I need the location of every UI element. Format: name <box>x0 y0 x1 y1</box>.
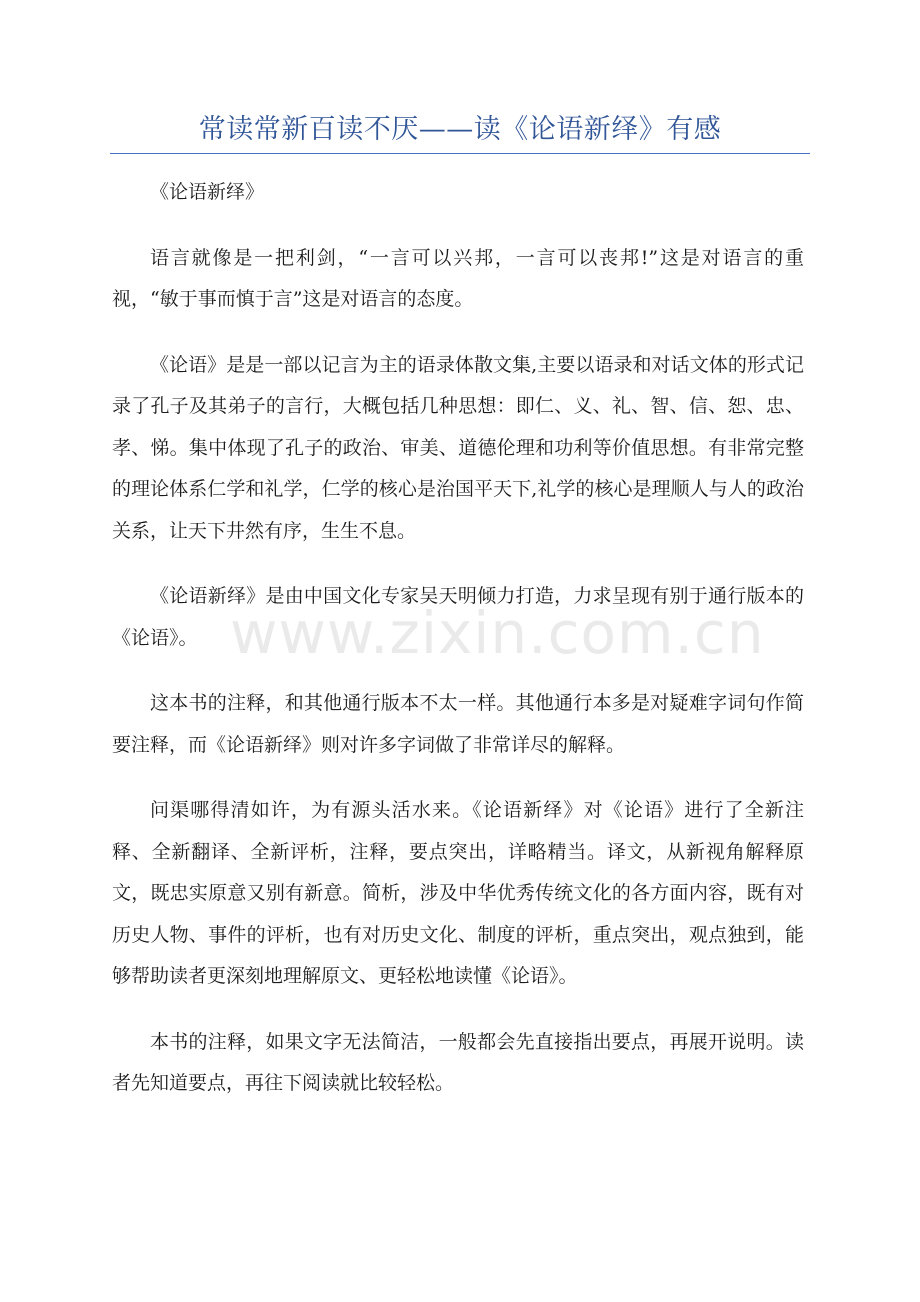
paragraph: 这本书的注释，和其他通行版本不太一样。其他通行本多是对疑难字词句作简要注释，而《论语新绎》则对许多字词做了非常详尽的解释。 <box>112 692 804 756</box>
paragraph: 《论语新绎》是由中国文化专家吴天明倾力打造，力求呈现有别于通行版本的《论语》。 <box>112 585 804 649</box>
document-body <box>112 172 804 1129</box>
document-title: 常读常新百读不厌——读《论语新绎》有感 <box>198 114 722 145</box>
watermark: www.zixin.com.cn <box>230 599 765 667</box>
paragraph: 本书的注释，如果文字无法简洁，一般都会先直接指出要点，再展开说明。读者先知道要点，再往下阅读就比较轻松。 <box>112 1030 804 1094</box>
title-underline <box>110 153 810 154</box>
paragraph: 语言就像是一把利剑，“一言可以兴邦，一言可以丧邦!”这是对语言的重视，“敏于事而慎于言”这是对语言的态度。 <box>112 246 804 310</box>
paragraph: 《论语》是是一部以记言为主的语录体散文集,主要以语录和对话文体的形式记录了孔子及其弟子的言行，大概包括几种思想：即仁、义、礼、智、信、恕、忠、孝、悌。集中体现了孔子的政治、审美、道德伦理和功利等价值思想。有非常完整的理论体系仁学和礼学，仁学的核心是治国平天下,礼学的核心是理顺人与人的政治关系，让天下井然有序，生生不息。 <box>112 353 804 542</box>
paragraph-book-name: 《论语新绎》 <box>150 181 265 203</box>
paragraph: 问渠哪得清如许，为有源头活水来。《论语新绎》对《论语》进行了全新注释、全新翻译、全新评析，注释，要点突出，详略精当。译文，从新视角解释原文，既忠实原意又别有新意。简析，涉及中华优秀传统文化的各方面内容，既有对历史人物、事件的评析，也有对历史文化、制度的评析，重点突出，观点独到，能够帮助读者更深刻地理解原文、更轻松地读懂《论语》。 <box>112 799 804 987</box>
